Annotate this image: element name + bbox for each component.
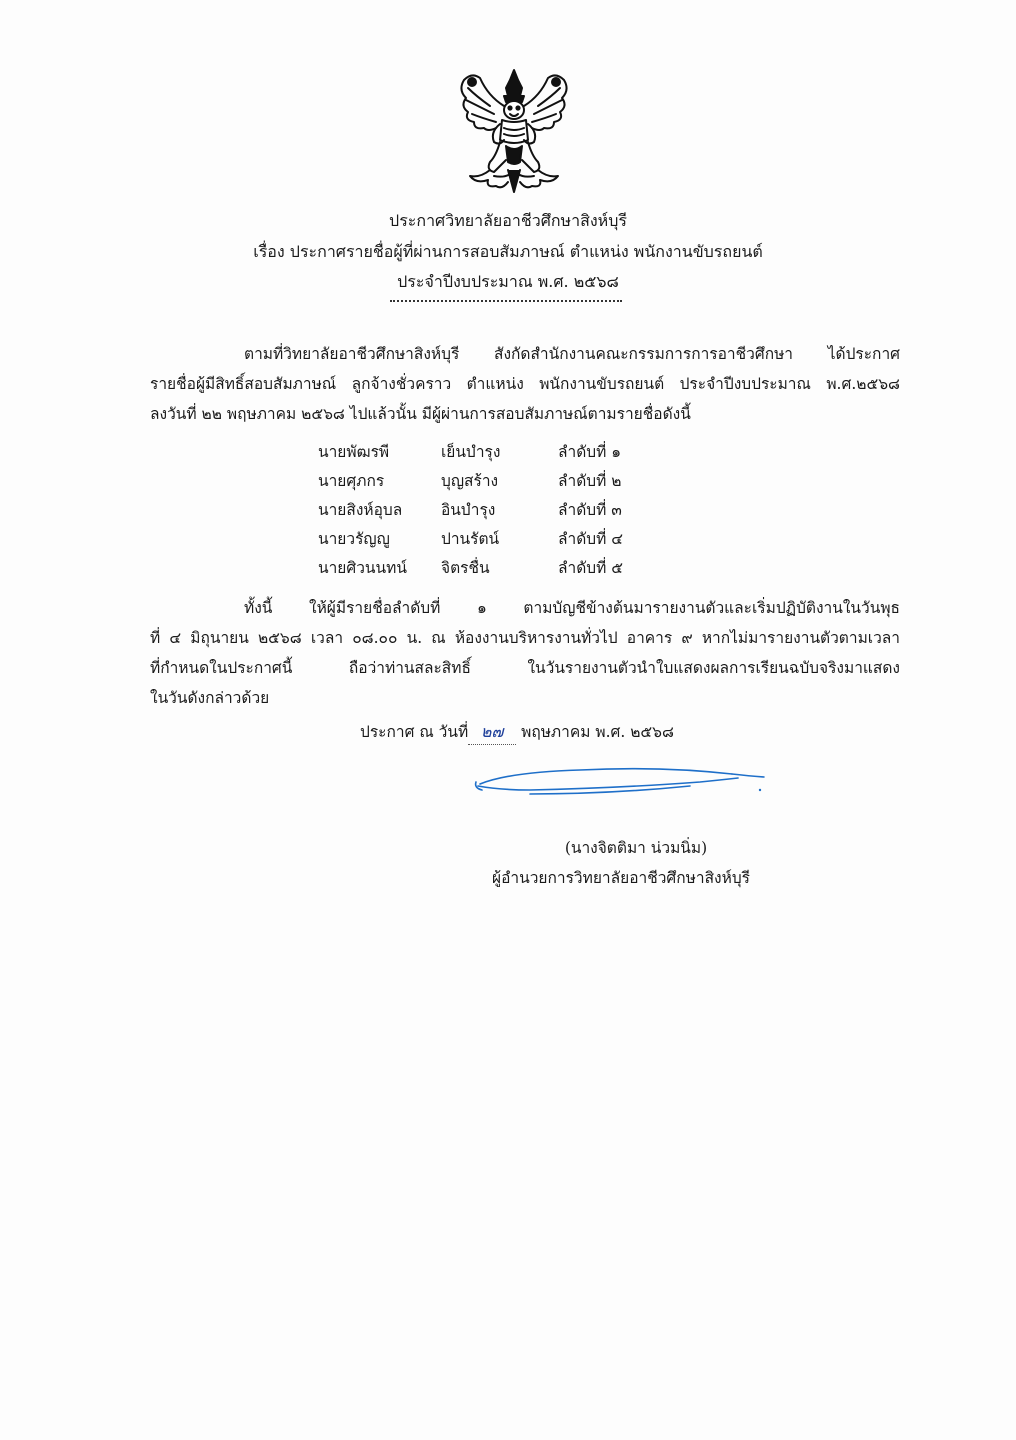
- paragraph1-line2: รายชื่อผู้มีสิทธิ์สอบสัมภาษณ์ ลูกจ้างชั่วคราว ตำแหน่ง พนักงานขับรถยนต์ ประจำปีงบประมาณ พ.ศ.๒๕๖๘: [150, 375, 900, 393]
- candidate-rank: ลำดับที่ ๓: [558, 501, 622, 519]
- candidate-rank: ลำดับที่ ๒: [558, 472, 622, 490]
- fiscal-year-line: ประจำปีงบประมาณ พ.ศ. ๒๕๖๘: [397, 272, 619, 291]
- candidate-rank: ลำดับที่ ๔: [558, 530, 623, 548]
- candidate-rank: ลำดับที่ ๕: [558, 559, 623, 577]
- candidate-last-name: บุญสร้าง: [441, 472, 499, 490]
- announcement-subject: เรื่อง ประกาศรายชื่อผู้ที่ผ่านการสอบสัมภาษณ์ ตำแหน่ง พนักงานขับรถยนต์: [253, 242, 763, 261]
- candidate-last-name: ปานรัตน์: [441, 530, 500, 548]
- handwritten-signature: [470, 760, 770, 805]
- paragraph2-line1: ทั้งนี้ ให้ผู้มีรายชื่อลำดับที่ ๑ ตามบัญชีข้างต้นมารายงานตัวและเริ่มปฏิบัติงานในวันพุธ: [244, 599, 900, 617]
- announce-prefix: ประกาศ ณ วันที่: [360, 723, 469, 741]
- paragraph2-line3: ที่กำหนดในประกาศนี้ ถือว่าท่านสละสิทธิ์ ในวันรายงานตัวนำใบแสดงผลการเรียนฉบับจริงมาแสดง: [150, 659, 900, 677]
- announcement-title: ประกาศวิทยาลัยอาชีวศึกษาสิงห์บุรี: [389, 211, 627, 230]
- candidate-rank: ลำดับที่ ๑: [558, 443, 622, 461]
- garuda-emblem-icon: [450, 66, 578, 196]
- paragraph1-line1: ตามที่วิทยาลัยอาชีวศึกษาสิงห์บุรี สังกัดสำนักงานคณะกรรมการการอาชีวศึกษา ได้ประกาศ: [244, 345, 900, 363]
- paragraph2-line4: ในวันดังกล่าวด้วย: [150, 689, 270, 707]
- candidate-last-name: เย็นบำรุง: [441, 443, 501, 461]
- candidate-last-name: อินบำรุง: [441, 501, 496, 519]
- signer-position: ผู้อำนวยการวิทยาลัยอาชีวศึกษาสิงห์บุรี: [492, 869, 750, 887]
- paragraph2-line2: ที่ ๔ มิถุนายน ๒๕๖๘ เวลา ๐๘.๐๐ น. ณ ห้องงานบริหารงานทั่วไป อาคาร ๙ หากไม่มารายงานตัวตามเวลา: [150, 629, 900, 647]
- candidate-first-name: นายพัฒรพี: [318, 443, 390, 461]
- candidate-first-name: นายศิวนนทน์: [318, 559, 407, 577]
- signer-name: (นางจิตติมา น่วมนิ่ม): [564, 839, 708, 857]
- candidate-last-name: จิตรชื่น: [441, 559, 490, 577]
- announce-date-line: [360, 720, 674, 745]
- dotted-divider: [390, 300, 622, 302]
- candidate-first-name: นายวรัญญู: [318, 530, 390, 548]
- candidate-first-name: นายสิงห์อุบล: [318, 501, 403, 519]
- announce-day-handwritten: ๒๗: [468, 720, 516, 745]
- paragraph1-line3: ลงวันที่ ๒๒ พฤษภาคม ๒๕๖๘ ไปแล้วนั้น มีผู้ผ่านการสอบสัมภาษณ์ตามรายชื่อดังนี้: [150, 405, 691, 423]
- announce-month-year: พฤษภาคม พ.ศ. ๒๕๖๘: [521, 723, 674, 741]
- candidate-first-name: นายศุภกร: [318, 472, 385, 490]
